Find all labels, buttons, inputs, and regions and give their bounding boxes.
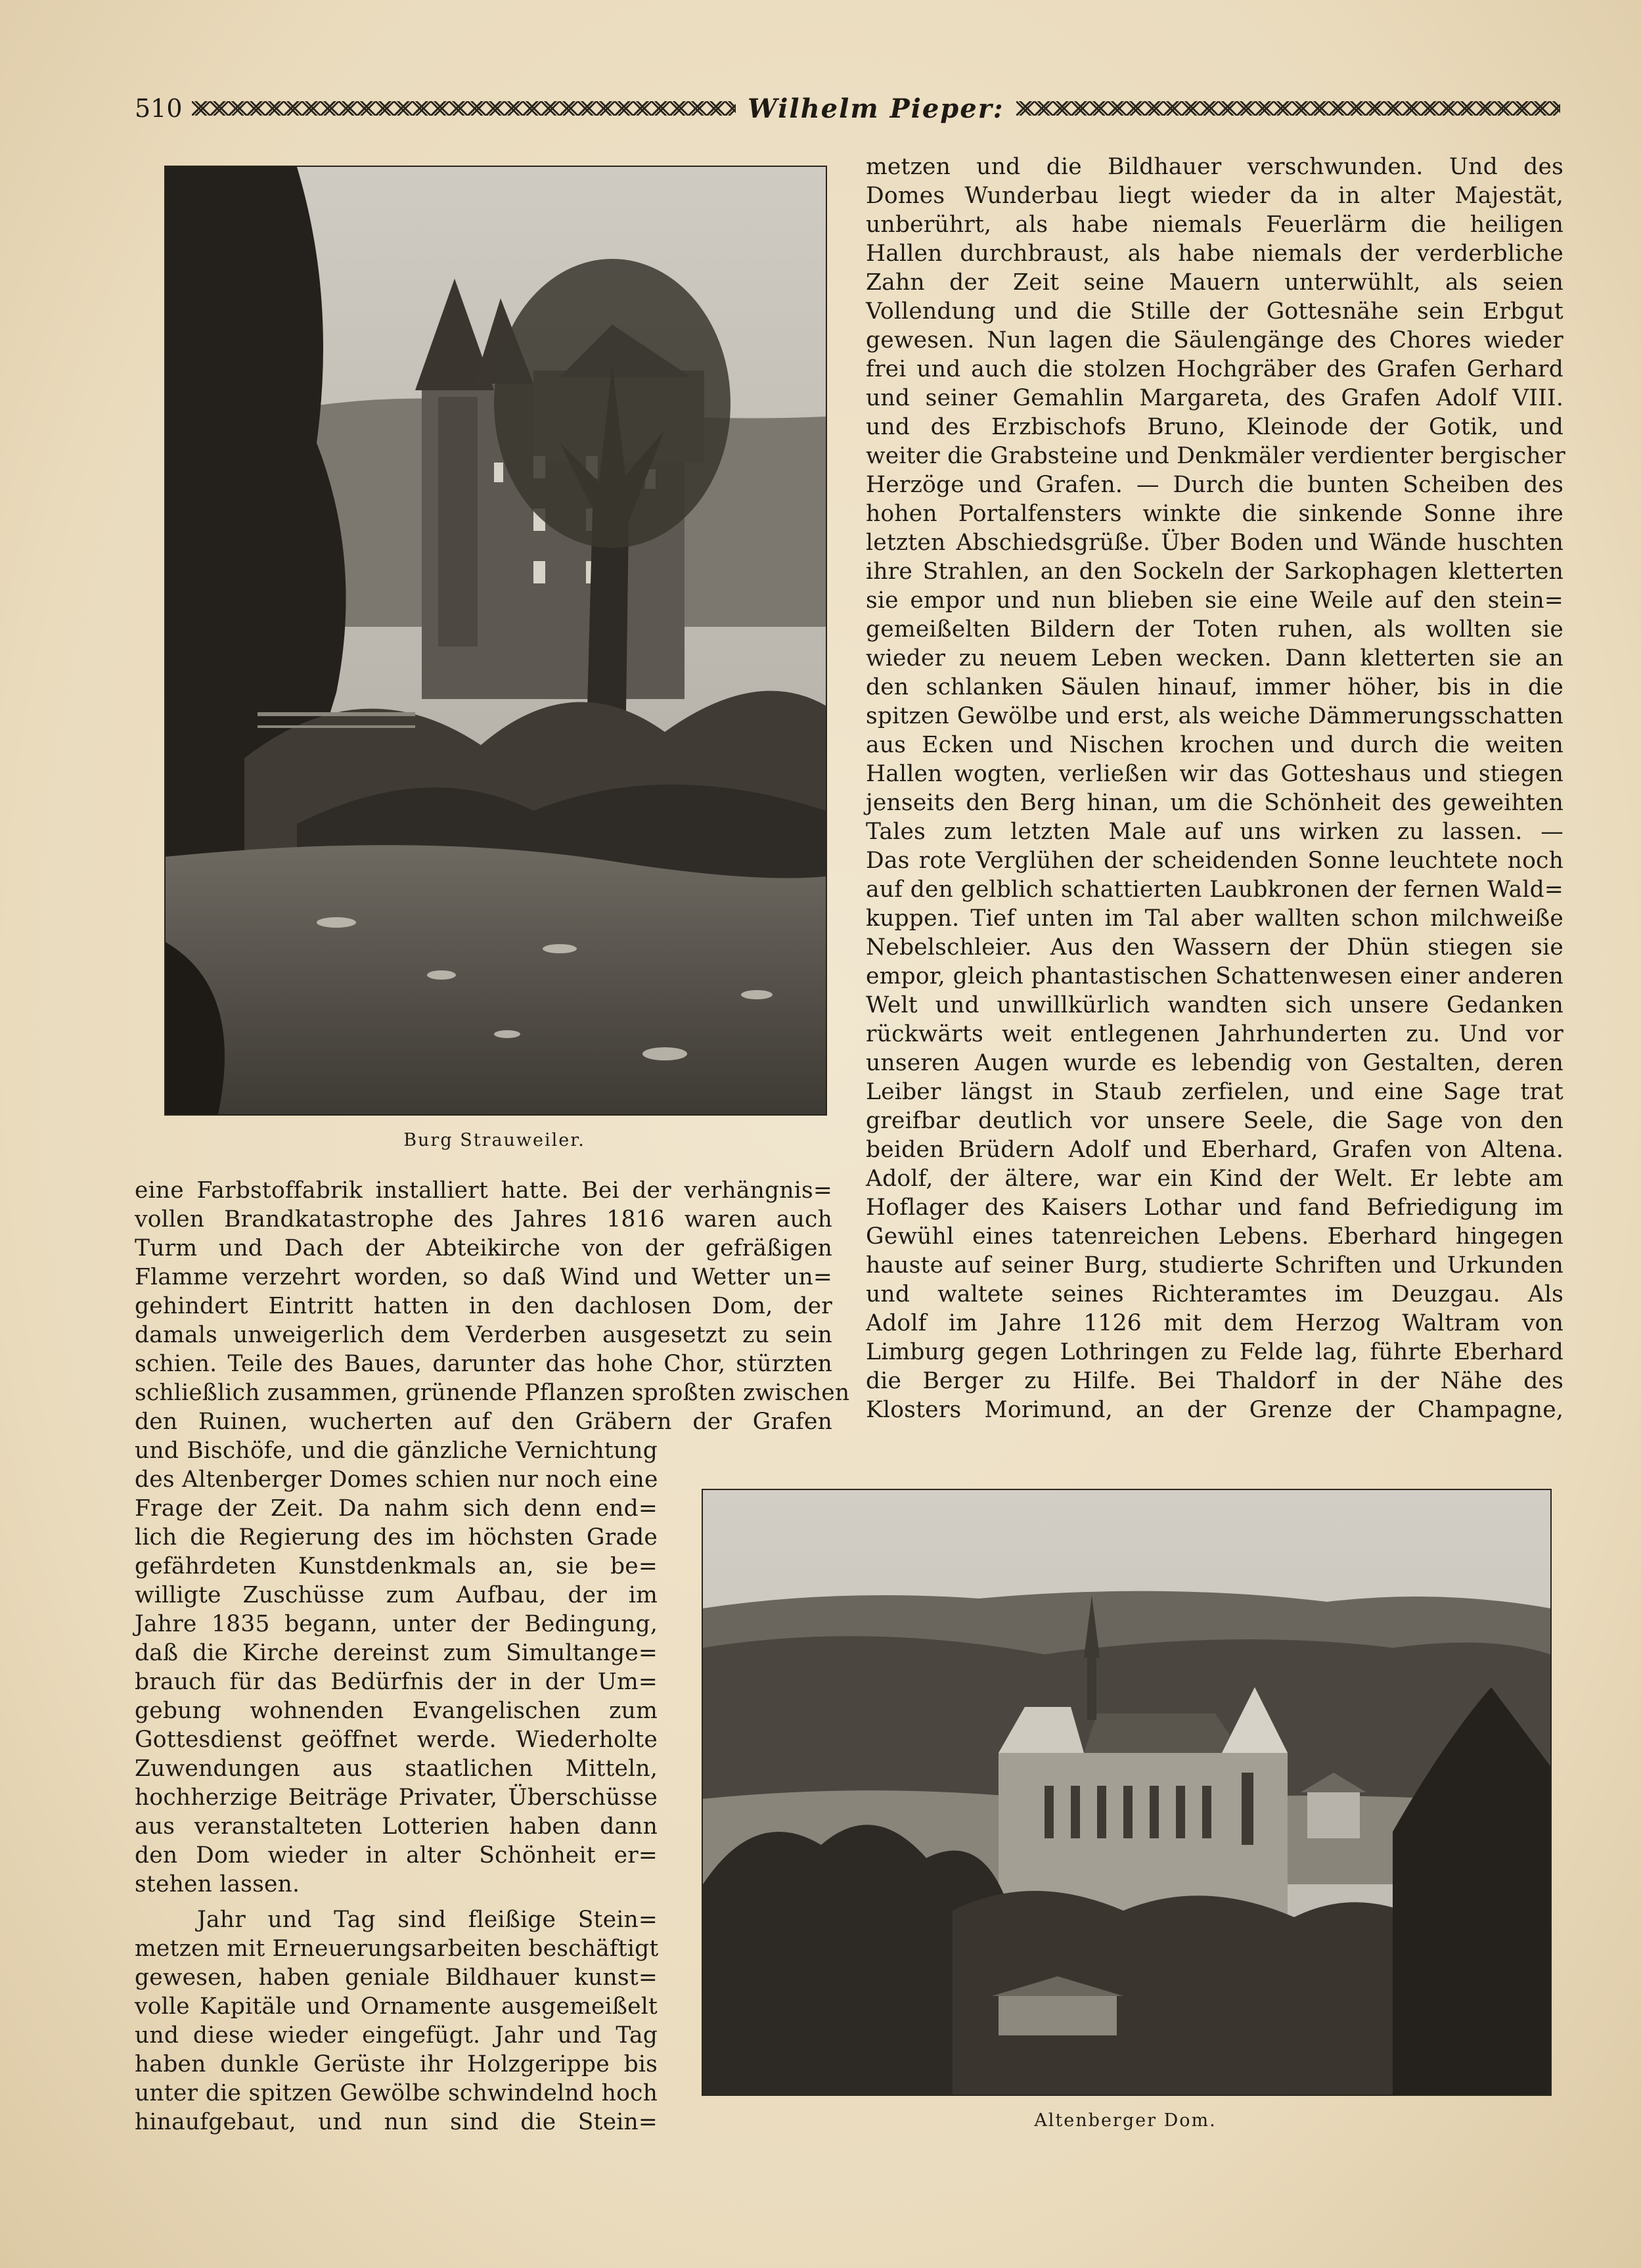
header-ornament-right xyxy=(1016,101,1560,116)
text-line: sie empor und nun blieben sie eine Weile auf den stein= xyxy=(866,587,1563,614)
text-line: Zuwendungen aus staatlichen Mitteln, xyxy=(135,1756,658,1782)
text-line: aus Ecken und Nischen krochen und durch die weiten xyxy=(866,732,1563,758)
text-line: Hallen durchbraust, als habe niemals der verderbliche xyxy=(866,240,1563,267)
text-line: schließlich zusammen, grünende Pflanzen sproßten zwischen xyxy=(135,1380,850,1406)
text-line: aus veranstalteten Lotterien haben dann xyxy=(135,1813,658,1840)
page-number: 510 xyxy=(135,94,183,123)
text-line: letzten Abschiedsgrüße. Über Boden und Wände huschten xyxy=(866,530,1563,556)
text-line: Vollendung und die Stille der Gottesnähe sein Erbgut xyxy=(866,298,1563,325)
text-line: damals unweigerlich dem Verderben ausgesetzt zu sein xyxy=(135,1322,832,1348)
text-line: beiden Brüdern Adolf und Eberhard, Grafen von Altena. xyxy=(866,1137,1563,1163)
text-line: schien. Teile des Baues, darunter das hohe Chor, stürzten xyxy=(135,1351,832,1377)
text-line: unberührt, als habe niemals Feuerlärm die heiligen xyxy=(866,212,1563,238)
right-column-text xyxy=(866,152,1563,1424)
text-line: unter die spitzen Gewölbe schwindelnd hoch xyxy=(135,2080,658,2106)
text-line: Jahre 1835 begann, unter der Bedingung, xyxy=(135,1611,658,1637)
text-line: und des Erzbischofs Bruno, Kleinode der Gotik, und xyxy=(866,414,1563,440)
text-line: vollen Brandkatastrophe des Jahres 1816 waren auch xyxy=(135,1206,832,1233)
text-line: Hoflager des Kaisers Lothar und fand Befriedigung im xyxy=(866,1194,1563,1221)
text-line: gewesen, haben geniale Bildhauer kunst= xyxy=(135,1964,658,1991)
text-line: wieder zu neuem Leben wecken. Dann kletterten sie an xyxy=(866,645,1563,671)
text-line: Adolf, der ältere, war ein Kind der Welt. Er lebte am xyxy=(866,1166,1563,1192)
text-line: Leiber längst in Staub zerfielen, und eine Sage trat xyxy=(866,1079,1563,1105)
text-line: Tales zum letzten Male auf uns wirken zu lassen. — xyxy=(866,819,1563,845)
text-line: rückwärts weit entlegenen Jahrhunderten zu. Und vor xyxy=(866,1021,1563,1047)
text-line: Limburg gegen Lothringen zu Felde lag, führte Eberhard xyxy=(866,1339,1563,1365)
text-line: Flamme verzehrt worden, so daß Wind und Wetter un= xyxy=(135,1264,832,1290)
text-line: willigte Zuschüsse zum Aufbau, der im xyxy=(135,1582,658,1608)
text-line: ihre Strahlen, an den Sockeln der Sarkophagen kletterten xyxy=(866,558,1563,585)
text-line: gefährdeten Kunstdenkmals an, sie be= xyxy=(135,1553,658,1579)
left-column-paragraph-2 xyxy=(135,1905,658,2137)
text-line: Turm und Dach der Abteikirche von der gefräßigen xyxy=(135,1235,832,1261)
text-line: Zahn der Zeit seine Mauern unterwühlt, als seien xyxy=(866,269,1563,296)
text-line: jenseits den Berg hinan, um die Schönheit des geweihten xyxy=(866,790,1563,816)
text-line: Jahr und Tag sind fleißige Stein= xyxy=(197,1907,658,1933)
text-line: hinaufgebaut, und nun sind die Stein= xyxy=(135,2109,658,2135)
text-line: auf den gelblich schattierten Laubkronen der fernen Wald= xyxy=(866,876,1563,903)
figure-top-photo xyxy=(164,166,827,1116)
text-line: gemeißelten Bildern der Toten ruhen, als wollten sie xyxy=(866,616,1563,643)
text-line: spitzen Gewölbe und erst, als weiche Dämmerungsschatten xyxy=(866,703,1563,729)
text-line: kuppen. Tief unten im Tal aber wallten schon milchweiße xyxy=(866,905,1563,932)
running-head: Wilhelm Pieper: xyxy=(747,93,1004,124)
text-line: Adolf im Jahre 1126 mit dem Herzog Waltram von xyxy=(866,1310,1563,1336)
text-line: den Ruinen, wucherten auf den Gräbern der Grafen xyxy=(135,1409,832,1435)
castle-photo-illustration xyxy=(166,167,826,1114)
text-line: Welt und unwillkürlich wandten sich unsere Gedanken xyxy=(866,992,1563,1018)
text-line: und Bischöfe, und die gänzliche Vernichtung xyxy=(135,1438,658,1464)
text-line: volle Kapitäle und Ornamente ausgemeißelt xyxy=(135,1993,658,2020)
text-line: hochherzige Beiträge Privater, Überschüsse xyxy=(135,1784,658,1811)
header-ornament-left xyxy=(192,101,736,116)
text-line: metzen mit Erneuerungsarbeiten beschäftigt xyxy=(135,1936,659,1962)
text-line: daß die Kirche dereinst zum Simultange= xyxy=(135,1640,658,1666)
text-line: und seiner Gemahlin Margareta, des Grafen Adolf VIII. xyxy=(866,385,1563,411)
text-line: unseren Augen wurde es lebendig von Gestalten, deren xyxy=(866,1050,1563,1076)
text-line: gewesen. Nun lagen die Säulengänge des Chores wieder xyxy=(866,327,1563,353)
text-line: brauch für das Bedürfnis der in der Um= xyxy=(135,1669,658,1695)
left-column-wide-text xyxy=(135,1176,850,1436)
text-line: Domes Wunderbau liegt wieder da in alter Majestät, xyxy=(866,183,1563,209)
text-line: Hallen wogten, verließen wir das Gotteshaus und stiegen xyxy=(866,761,1563,787)
text-line: frei und auch die stolzen Hochgräber des Grafen Gerhard xyxy=(866,356,1563,382)
text-line: Frage der Zeit. Da nahm sich denn end= xyxy=(135,1495,658,1522)
text-line: Nebelschleier. Aus den Wassern der Dhün stiegen sie xyxy=(866,934,1563,961)
page-header xyxy=(135,92,1560,125)
figure-top-caption: Burg Strauweiler. xyxy=(403,1130,585,1150)
text-line: und diese wieder eingefügt. Jahr und Tag xyxy=(135,2022,658,2049)
text-line: die Berger zu Hilfe. Bei Thaldorf in der Nähe des xyxy=(866,1368,1563,1394)
text-line: haben dunkle Gerüste ihr Holzgerippe bis xyxy=(135,2051,658,2077)
figure-bottom-photo xyxy=(702,1489,1552,2096)
left-column-narrow-text xyxy=(135,1436,658,1899)
text-line: den Dom wieder in alter Schönheit er= xyxy=(135,1842,658,1869)
text-line: hauste auf seiner Burg, studierte Schriften und Urkunden xyxy=(866,1252,1563,1279)
text-line: des Altenberger Domes schien nur noch eine xyxy=(135,1466,658,1493)
text-line: Gewühl eines tatenreichen Lebens. Eberhard hingegen xyxy=(866,1223,1563,1250)
text-line: eine Farbstoffabrik installiert hatte. Bei der verhängnis= xyxy=(135,1177,832,1204)
text-line: lich die Regierung des im höchsten Grade xyxy=(135,1524,658,1551)
text-line: Das rote Verglühen der scheidenden Sonne leuchtete noch xyxy=(866,848,1563,874)
text-line: Gottesdienst geöffnet werde. Wiederholte xyxy=(135,1727,658,1753)
text-line: weiter die Grabsteine und Denkmäler verdienter bergischer xyxy=(866,443,1565,469)
text-line: Klosters Morimund, an der Grenze der Champagne, xyxy=(866,1397,1563,1423)
text-line: hohen Portalfensters winkte die sinkende Sonne ihre xyxy=(866,501,1563,527)
text-line: Herzöge und Grafen. — Durch die bunten Scheiben des xyxy=(866,472,1563,498)
text-line: stehen lassen. xyxy=(135,1871,300,1897)
text-line: greifbar deutlich vor unsere Seele, die Sage von den xyxy=(866,1108,1563,1134)
text-line: gebung wohnenden Evangelischen zum xyxy=(135,1698,658,1724)
text-line: den schlanken Säulen hinauf, immer höher, bis in die xyxy=(866,674,1563,700)
text-line: gehindert Eintritt hatten in den dachlosen Dom, der xyxy=(135,1293,832,1319)
cathedral-photo-illustration xyxy=(703,1490,1550,2095)
text-line: metzen und die Bildhauer verschwunden. Und des xyxy=(866,154,1563,180)
figure-bottom-caption: Altenberger Dom. xyxy=(1034,2110,1217,2131)
text-line: empor, gleich phantastischen Schattenwesen einer anderen xyxy=(866,963,1563,989)
text-line: und waltete seines Richteramtes im Deuzgau. Als xyxy=(866,1281,1563,1307)
